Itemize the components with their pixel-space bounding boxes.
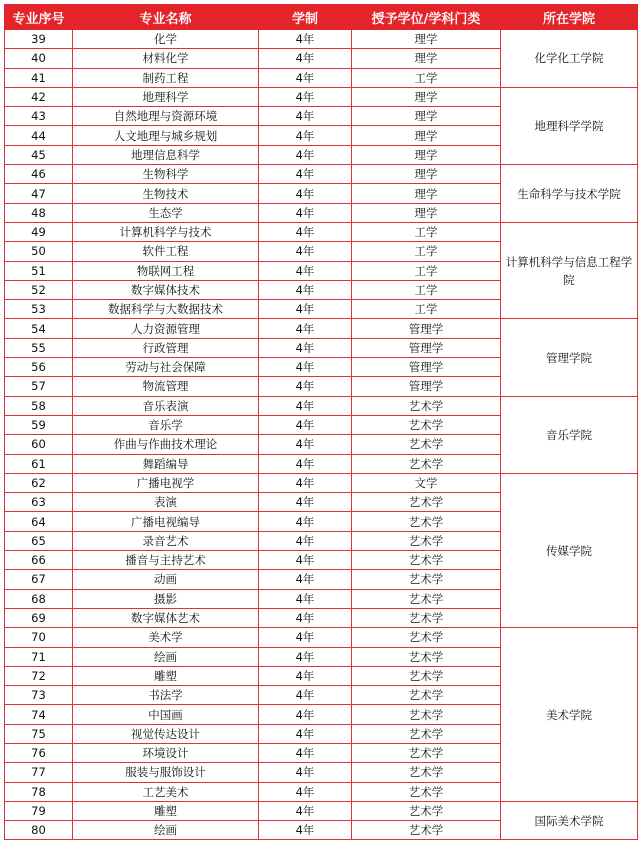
cell-years: 4年 bbox=[259, 666, 352, 685]
cell-years: 4年 bbox=[259, 551, 352, 570]
cell-major-name: 表演 bbox=[73, 493, 259, 512]
cell-years: 4年 bbox=[259, 763, 352, 782]
cell-major-name: 音乐表演 bbox=[73, 396, 259, 415]
cell-major-name: 录音艺术 bbox=[73, 531, 259, 550]
cell-major-name: 中国画 bbox=[73, 705, 259, 724]
cell-years: 4年 bbox=[259, 184, 352, 203]
cell-years: 4年 bbox=[259, 126, 352, 145]
cell-degree: 艺术学 bbox=[352, 551, 501, 570]
cell-years: 4年 bbox=[259, 724, 352, 743]
table-row bbox=[5, 87, 638, 106]
cell-degree: 理学 bbox=[352, 126, 501, 145]
table-row bbox=[5, 801, 638, 820]
header-num: 专业序号 bbox=[5, 5, 73, 30]
cell-major-name: 化学 bbox=[73, 30, 259, 49]
cell-school: 管理学院 bbox=[501, 319, 638, 396]
table-row bbox=[5, 30, 638, 49]
cell-degree: 理学 bbox=[352, 165, 501, 184]
cell-num: 53 bbox=[5, 300, 73, 319]
majors-table bbox=[4, 4, 638, 840]
cell-degree: 管理学 bbox=[352, 338, 501, 357]
cell-years: 4年 bbox=[259, 415, 352, 434]
cell-years: 4年 bbox=[259, 686, 352, 705]
cell-num: 61 bbox=[5, 454, 73, 473]
cell-num: 62 bbox=[5, 473, 73, 492]
cell-major-name: 音乐学 bbox=[73, 415, 259, 434]
cell-major-name: 物流管理 bbox=[73, 377, 259, 396]
cell-num: 67 bbox=[5, 570, 73, 589]
cell-num: 77 bbox=[5, 763, 73, 782]
cell-num: 60 bbox=[5, 435, 73, 454]
cell-num: 46 bbox=[5, 165, 73, 184]
cell-degree: 艺术学 bbox=[352, 705, 501, 724]
cell-years: 4年 bbox=[259, 87, 352, 106]
cell-years: 4年 bbox=[259, 512, 352, 531]
cell-degree: 管理学 bbox=[352, 319, 501, 338]
cell-major-name: 地理科学 bbox=[73, 87, 259, 106]
cell-num: 80 bbox=[5, 821, 73, 840]
cell-school: 传媒学院 bbox=[501, 473, 638, 627]
cell-degree: 管理学 bbox=[352, 358, 501, 377]
cell-degree: 艺术学 bbox=[352, 628, 501, 647]
cell-years: 4年 bbox=[259, 319, 352, 338]
cell-degree: 艺术学 bbox=[352, 589, 501, 608]
cell-num: 43 bbox=[5, 107, 73, 126]
cell-years: 4年 bbox=[259, 801, 352, 820]
cell-num: 64 bbox=[5, 512, 73, 531]
cell-years: 4年 bbox=[259, 222, 352, 241]
cell-major-name: 数字媒体艺术 bbox=[73, 608, 259, 627]
cell-num: 79 bbox=[5, 801, 73, 820]
table-row bbox=[5, 222, 638, 241]
cell-num: 76 bbox=[5, 743, 73, 762]
cell-major-name: 广播电视编导 bbox=[73, 512, 259, 531]
cell-years: 4年 bbox=[259, 821, 352, 840]
cell-years: 4年 bbox=[259, 396, 352, 415]
cell-major-name: 环境设计 bbox=[73, 743, 259, 762]
cell-major-name: 劳动与社会保障 bbox=[73, 358, 259, 377]
cell-years: 4年 bbox=[259, 49, 352, 68]
cell-years: 4年 bbox=[259, 531, 352, 550]
cell-major-name: 书法学 bbox=[73, 686, 259, 705]
cell-major-name: 服装与服饰设计 bbox=[73, 763, 259, 782]
cell-years: 4年 bbox=[259, 647, 352, 666]
cell-major-name: 计算机科学与技术 bbox=[73, 222, 259, 241]
cell-degree: 工学 bbox=[352, 280, 501, 299]
cell-num: 48 bbox=[5, 203, 73, 222]
table-row bbox=[5, 473, 638, 492]
cell-years: 4年 bbox=[259, 435, 352, 454]
header-school: 所在学院 bbox=[501, 5, 638, 30]
cell-num: 49 bbox=[5, 222, 73, 241]
cell-major-name: 作曲与作曲技术理论 bbox=[73, 435, 259, 454]
cell-num: 47 bbox=[5, 184, 73, 203]
cell-degree: 理学 bbox=[352, 30, 501, 49]
cell-num: 56 bbox=[5, 358, 73, 377]
cell-num: 70 bbox=[5, 628, 73, 647]
cell-degree: 工学 bbox=[352, 242, 501, 261]
cell-years: 4年 bbox=[259, 628, 352, 647]
cell-degree: 艺术学 bbox=[352, 801, 501, 820]
cell-years: 4年 bbox=[259, 377, 352, 396]
cell-degree: 理学 bbox=[352, 203, 501, 222]
cell-degree: 艺术学 bbox=[352, 396, 501, 415]
cell-degree: 艺术学 bbox=[352, 531, 501, 550]
header-degree: 授予学位/学科门类 bbox=[352, 5, 501, 30]
cell-school: 生命科学与技术学院 bbox=[501, 165, 638, 223]
cell-major-name: 动画 bbox=[73, 570, 259, 589]
cell-major-name: 播音与主持艺术 bbox=[73, 551, 259, 570]
cell-degree: 艺术学 bbox=[352, 512, 501, 531]
cell-major-name: 物联网工程 bbox=[73, 261, 259, 280]
cell-num: 73 bbox=[5, 686, 73, 705]
cell-years: 4年 bbox=[259, 705, 352, 724]
cell-degree: 理学 bbox=[352, 184, 501, 203]
cell-major-name: 雕塑 bbox=[73, 666, 259, 685]
cell-degree: 艺术学 bbox=[352, 666, 501, 685]
cell-num: 50 bbox=[5, 242, 73, 261]
table-row bbox=[5, 319, 638, 338]
cell-major-name: 绘画 bbox=[73, 647, 259, 666]
cell-num: 39 bbox=[5, 30, 73, 49]
cell-num: 44 bbox=[5, 126, 73, 145]
cell-degree: 理学 bbox=[352, 145, 501, 164]
cell-years: 4年 bbox=[259, 493, 352, 512]
header-years: 学制 bbox=[259, 5, 352, 30]
cell-major-name: 工艺美术 bbox=[73, 782, 259, 801]
cell-num: 69 bbox=[5, 608, 73, 627]
cell-num: 59 bbox=[5, 415, 73, 434]
cell-years: 4年 bbox=[259, 107, 352, 126]
cell-years: 4年 bbox=[259, 782, 352, 801]
cell-degree: 艺术学 bbox=[352, 763, 501, 782]
cell-num: 58 bbox=[5, 396, 73, 415]
cell-num: 78 bbox=[5, 782, 73, 801]
cell-major-name: 绘画 bbox=[73, 821, 259, 840]
cell-degree: 工学 bbox=[352, 222, 501, 241]
cell-num: 71 bbox=[5, 647, 73, 666]
cell-major-name: 行政管理 bbox=[73, 338, 259, 357]
cell-degree: 艺术学 bbox=[352, 570, 501, 589]
cell-num: 40 bbox=[5, 49, 73, 68]
table-row bbox=[5, 628, 638, 647]
cell-years: 4年 bbox=[259, 743, 352, 762]
majors-table-container bbox=[4, 4, 638, 840]
cell-years: 4年 bbox=[259, 454, 352, 473]
cell-years: 4年 bbox=[259, 30, 352, 49]
cell-degree: 理学 bbox=[352, 87, 501, 106]
cell-major-name: 地理信息科学 bbox=[73, 145, 259, 164]
cell-degree: 艺术学 bbox=[352, 821, 501, 840]
cell-years: 4年 bbox=[259, 261, 352, 280]
cell-years: 4年 bbox=[259, 338, 352, 357]
cell-degree: 艺术学 bbox=[352, 608, 501, 627]
cell-major-name: 生物技术 bbox=[73, 184, 259, 203]
cell-degree: 艺术学 bbox=[352, 782, 501, 801]
cell-num: 63 bbox=[5, 493, 73, 512]
cell-major-name: 制药工程 bbox=[73, 68, 259, 87]
cell-num: 52 bbox=[5, 280, 73, 299]
header-name: 专业名称 bbox=[73, 5, 259, 30]
cell-degree: 理学 bbox=[352, 49, 501, 68]
cell-major-name: 美术学 bbox=[73, 628, 259, 647]
cell-years: 4年 bbox=[259, 280, 352, 299]
cell-years: 4年 bbox=[259, 608, 352, 627]
cell-major-name: 软件工程 bbox=[73, 242, 259, 261]
cell-school: 美术学院 bbox=[501, 628, 638, 802]
cell-num: 42 bbox=[5, 87, 73, 106]
cell-years: 4年 bbox=[259, 570, 352, 589]
cell-years: 4年 bbox=[259, 358, 352, 377]
cell-degree: 工学 bbox=[352, 300, 501, 319]
cell-major-name: 数字媒体技术 bbox=[73, 280, 259, 299]
header-row bbox=[5, 5, 638, 30]
cell-degree: 艺术学 bbox=[352, 435, 501, 454]
cell-major-name: 舞蹈编导 bbox=[73, 454, 259, 473]
cell-years: 4年 bbox=[259, 242, 352, 261]
cell-years: 4年 bbox=[259, 203, 352, 222]
cell-degree: 艺术学 bbox=[352, 647, 501, 666]
cell-school: 国际美术学院 bbox=[501, 801, 638, 840]
cell-degree: 管理学 bbox=[352, 377, 501, 396]
cell-num: 54 bbox=[5, 319, 73, 338]
cell-major-name: 材料化学 bbox=[73, 49, 259, 68]
cell-num: 55 bbox=[5, 338, 73, 357]
cell-num: 72 bbox=[5, 666, 73, 685]
cell-major-name: 雕塑 bbox=[73, 801, 259, 820]
cell-school: 地理科学学院 bbox=[501, 87, 638, 164]
cell-school: 化学化工学院 bbox=[501, 30, 638, 88]
cell-degree: 艺术学 bbox=[352, 454, 501, 473]
cell-years: 4年 bbox=[259, 68, 352, 87]
cell-years: 4年 bbox=[259, 165, 352, 184]
cell-major-name: 摄影 bbox=[73, 589, 259, 608]
table-body bbox=[5, 30, 638, 840]
cell-degree: 文学 bbox=[352, 473, 501, 492]
cell-years: 4年 bbox=[259, 589, 352, 608]
cell-degree: 艺术学 bbox=[352, 415, 501, 434]
cell-degree: 工学 bbox=[352, 261, 501, 280]
cell-degree: 艺术学 bbox=[352, 724, 501, 743]
cell-years: 4年 bbox=[259, 473, 352, 492]
cell-school: 音乐学院 bbox=[501, 396, 638, 473]
cell-years: 4年 bbox=[259, 145, 352, 164]
cell-num: 41 bbox=[5, 68, 73, 87]
cell-degree: 艺术学 bbox=[352, 743, 501, 762]
cell-major-name: 人力资源管理 bbox=[73, 319, 259, 338]
cell-major-name: 自然地理与资源环境 bbox=[73, 107, 259, 126]
cell-major-name: 生物科学 bbox=[73, 165, 259, 184]
cell-num: 74 bbox=[5, 705, 73, 724]
cell-years: 4年 bbox=[259, 300, 352, 319]
cell-major-name: 数据科学与大数据技术 bbox=[73, 300, 259, 319]
cell-num: 57 bbox=[5, 377, 73, 396]
cell-num: 68 bbox=[5, 589, 73, 608]
cell-degree: 理学 bbox=[352, 107, 501, 126]
cell-major-name: 视觉传达设计 bbox=[73, 724, 259, 743]
cell-degree: 艺术学 bbox=[352, 686, 501, 705]
table-row bbox=[5, 396, 638, 415]
cell-num: 45 bbox=[5, 145, 73, 164]
cell-degree: 艺术学 bbox=[352, 493, 501, 512]
cell-major-name: 生态学 bbox=[73, 203, 259, 222]
cell-school: 计算机科学与信息工程学院 bbox=[501, 222, 638, 318]
cell-num: 51 bbox=[5, 261, 73, 280]
cell-major-name: 广播电视学 bbox=[73, 473, 259, 492]
cell-num: 65 bbox=[5, 531, 73, 550]
cell-num: 66 bbox=[5, 551, 73, 570]
table-row bbox=[5, 165, 638, 184]
cell-num: 75 bbox=[5, 724, 73, 743]
cell-major-name: 人文地理与城乡规划 bbox=[73, 126, 259, 145]
cell-degree: 工学 bbox=[352, 68, 501, 87]
